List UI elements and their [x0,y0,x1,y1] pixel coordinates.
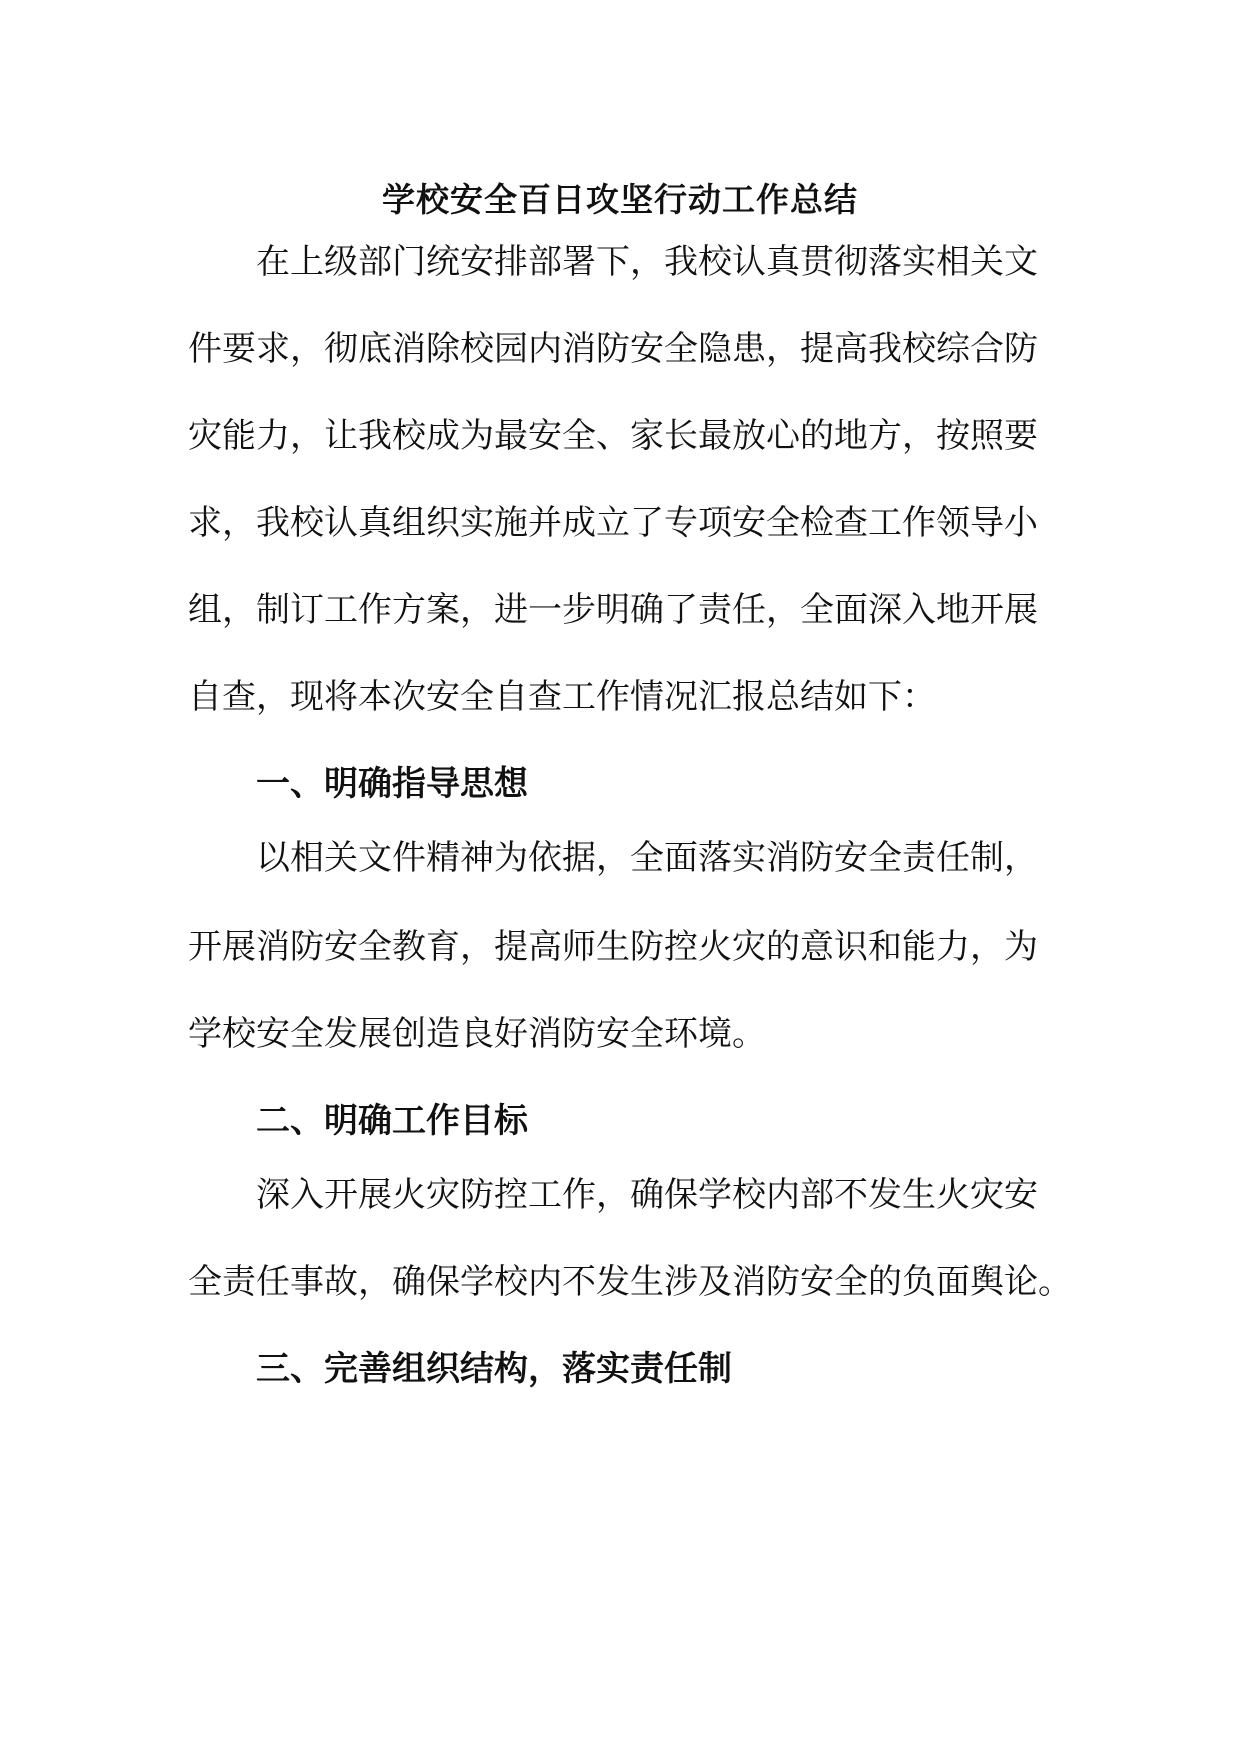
document-title: 学校安全百日攻坚行动工作总结 [382,180,858,219]
paragraph-line: 以相关文件精神为依据，全面落实消防安全责任制， [256,838,1038,878]
paragraph-line: 求，我校认真组织实施并成立了专项安全检查工作领导小 [188,503,1038,543]
paragraph-line: 在上级部门统安排部署下，我校认真贯彻落实相关文 [256,242,1038,282]
paragraph-line: 组，制订工作方案，进一步明确了责任，全面深入地开展 [188,590,1038,630]
paragraph-line: 学校安全发展创造良好消防安全环境。 [188,1014,766,1054]
section-heading: 三、完善组织结构，落实责任制 [256,1349,732,1389]
section-heading: 一、明确指导思想 [256,764,528,804]
paragraph-line: 开展消防安全教育，提高师生防控火灾的意识和能力，为 [188,927,1038,967]
paragraph-line: 灾能力，让我校成为最安全、家长最放心的地方，按照要 [188,416,1038,456]
paragraph-line: 全责任事故，确保学校内不发生涉及消防安全的负面舆论。 [188,1262,1072,1302]
paragraph-line: 件要求，彻底消除校园内消防安全隐患，提高我校综合防 [188,329,1038,369]
paragraph-line: 深入开展火灾防控工作，确保学校内部不发生火灾安 [256,1175,1038,1215]
section-heading: 二、明确工作目标 [256,1101,528,1141]
paragraph-line: 自查，现将本次安全自查工作情况汇报总结如下： [188,677,936,717]
